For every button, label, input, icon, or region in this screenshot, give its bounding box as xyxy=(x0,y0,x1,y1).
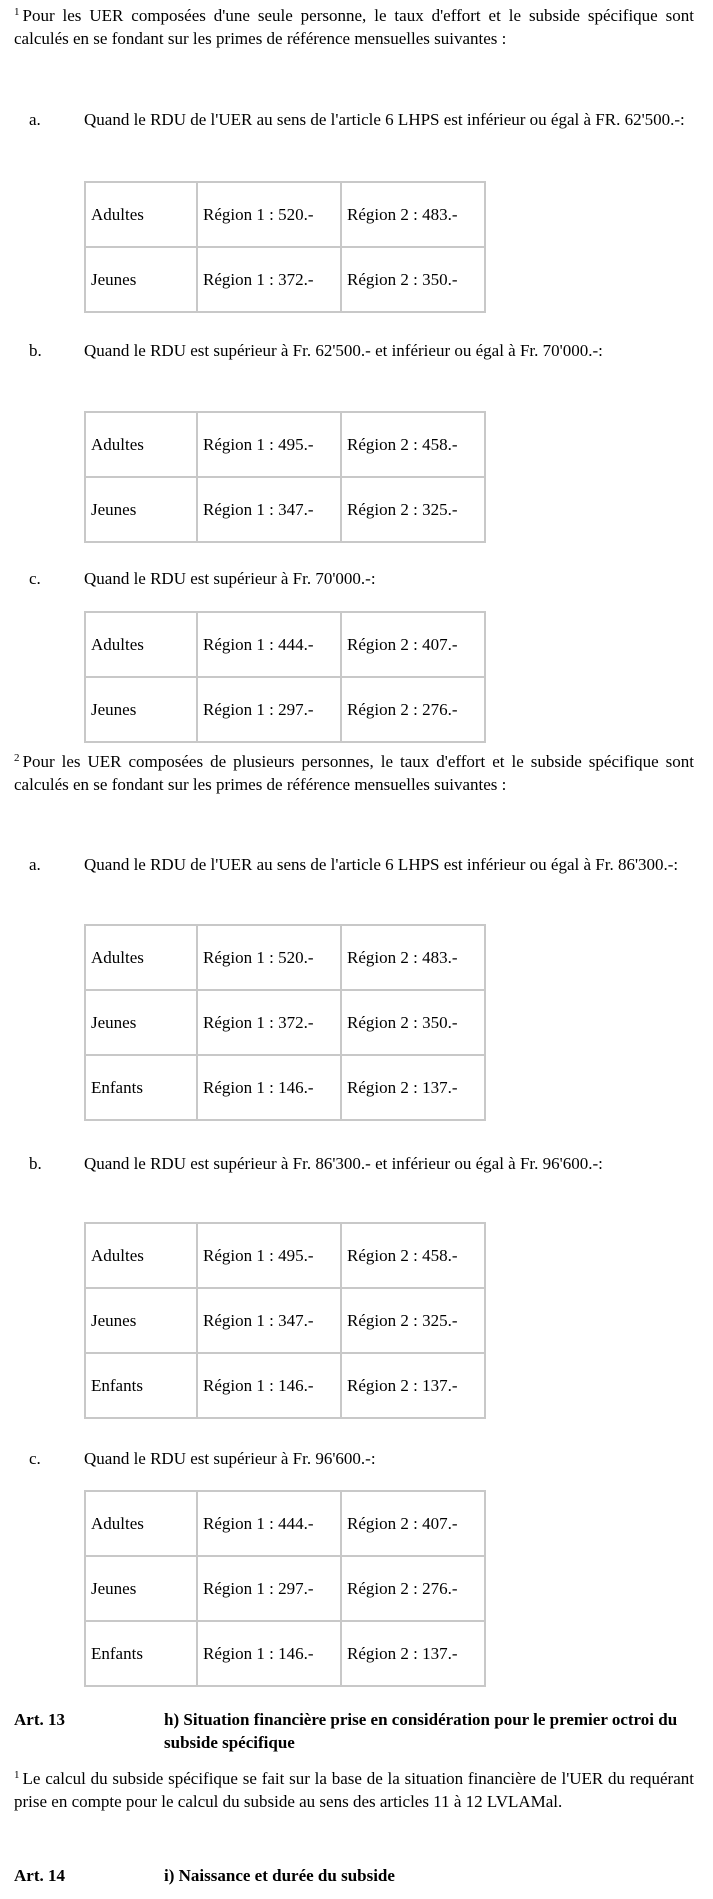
table-row xyxy=(85,990,485,1055)
paragraph-1 xyxy=(14,4,694,50)
table-cell: Région 2 : 276.- xyxy=(341,1556,485,1621)
premium-table xyxy=(84,1222,486,1419)
table-cell: Région 2 : 407.- xyxy=(341,1491,485,1556)
table-cell: Enfants xyxy=(85,1621,197,1686)
table-cell: Jeunes xyxy=(85,247,197,312)
item-letter: b. xyxy=(29,1154,42,1173)
table-cell: Enfants xyxy=(85,1353,197,1418)
table-cell: Région 1 : 297.- xyxy=(197,1556,341,1621)
table-cell: Région 1 : 297.- xyxy=(197,677,341,742)
table-cell: Région 2 : 407.- xyxy=(341,612,485,677)
table-cell: Région 2 : 458.- xyxy=(341,1223,485,1288)
table-row xyxy=(85,1621,485,1686)
table-cell: Adultes xyxy=(85,412,197,477)
table-row xyxy=(85,247,485,312)
table-cell: Région 1 : 146.- xyxy=(197,1621,341,1686)
table-cell: Région 2 : 325.- xyxy=(341,477,485,542)
table-row xyxy=(85,1223,485,1288)
premium-table xyxy=(84,924,486,1121)
footnote-number: 1 xyxy=(14,1769,20,1781)
item-text: Quand le RDU est supérieur à Fr. 86'300.- et inférieur ou égal à Fr. 96'600.-: xyxy=(84,1154,603,1173)
table-cell: Adultes xyxy=(85,182,197,247)
paragraph-text: Pour les UER composées de plusieurs personnes, le taux d'effort et le subside spécifique sont calculés en se fondant sur les primes de référence mensuelles suivantes : xyxy=(14,752,694,794)
table-row xyxy=(85,1055,485,1120)
table-cell: Région 1 : 520.- xyxy=(197,182,341,247)
premium-table xyxy=(84,611,486,743)
article-number: Art. 13 xyxy=(14,1710,65,1729)
table-cell: Région 1 : 495.- xyxy=(197,1223,341,1288)
item-text: Quand le RDU est supérieur à Fr. 96'600.-: xyxy=(84,1449,376,1468)
table-cell: Région 2 : 276.- xyxy=(341,677,485,742)
table-cell: Adultes xyxy=(85,925,197,990)
table-cell: Région 1 : 372.- xyxy=(197,990,341,1055)
table-cell: Région 2 : 458.- xyxy=(341,412,485,477)
table-cell: Région 2 : 137.- xyxy=(341,1055,485,1120)
table-cell: Enfants xyxy=(85,1055,197,1120)
table-row xyxy=(85,412,485,477)
footnote-number: 1 xyxy=(14,6,20,18)
table-cell: Région 2 : 483.- xyxy=(341,182,485,247)
table-cell: Jeunes xyxy=(85,677,197,742)
table-cell: Région 1 : 520.- xyxy=(197,925,341,990)
item-text: Quand le RDU de l'UER au sens de l'article 6 LHPS est inférieur ou égal à FR. 62'500.-: xyxy=(84,110,685,129)
paragraph-2 xyxy=(14,750,694,796)
table-row xyxy=(85,1353,485,1418)
article-number: Art. 14 xyxy=(14,1866,65,1885)
article-title: h) Situation financière prise en considération pour le premier octroi du subside spécifique xyxy=(164,1710,678,1752)
item-letter: b. xyxy=(29,341,42,360)
item-letter: c. xyxy=(29,1449,41,1468)
table-cell: Région 1 : 372.- xyxy=(197,247,341,312)
item-text: Quand le RDU est supérieur à Fr. 62'500.- et inférieur ou égal à Fr. 70'000.-: xyxy=(84,341,603,360)
table-cell: Adultes xyxy=(85,1491,197,1556)
item-text: Quand le RDU de l'UER au sens de l'article 6 LHPS est inférieur ou égal à Fr. 86'300.-: xyxy=(84,855,679,874)
table-cell: Région 1 : 347.- xyxy=(197,1288,341,1353)
table-cell: Région 2 : 483.- xyxy=(341,925,485,990)
table-cell: Région 1 : 495.- xyxy=(197,412,341,477)
item-letter: c. xyxy=(29,569,41,588)
table-cell: Jeunes xyxy=(85,1288,197,1353)
table-cell: Adultes xyxy=(85,612,197,677)
table-row xyxy=(85,1556,485,1621)
table-row xyxy=(85,925,485,990)
table-row xyxy=(85,477,485,542)
table-cell: Région 1 : 347.- xyxy=(197,477,341,542)
table-row xyxy=(85,677,485,742)
table-cell: Région 2 : 350.- xyxy=(341,247,485,312)
premium-table xyxy=(84,1490,486,1687)
table-cell: Région 1 : 146.- xyxy=(197,1353,341,1418)
table-cell: Jeunes xyxy=(85,477,197,542)
table-cell: Région 2 : 325.- xyxy=(341,1288,485,1353)
paragraph-art13 xyxy=(14,1767,694,1813)
premium-table xyxy=(84,411,486,543)
table-cell: Région 1 : 444.- xyxy=(197,1491,341,1556)
item-text: Quand le RDU est supérieur à Fr. 70'000.-: xyxy=(84,569,376,588)
table-cell: Région 1 : 146.- xyxy=(197,1055,341,1120)
paragraph-text: Le calcul du subside spécifique se fait sur la base de la situation financière de l'UER du requérant prise en compte pour le calcul du subside au sens des articles 11 à 12 LVLAMal. xyxy=(14,1769,694,1811)
article-title: i) Naissance et durée du subside xyxy=(164,1866,395,1885)
table-row xyxy=(85,1491,485,1556)
table-cell: Adultes xyxy=(85,1223,197,1288)
table-row xyxy=(85,1288,485,1353)
premium-table xyxy=(84,181,486,313)
item-letter: a. xyxy=(29,855,41,874)
table-cell: Région 2 : 137.- xyxy=(341,1353,485,1418)
table-row xyxy=(85,612,485,677)
table-cell: Jeunes xyxy=(85,990,197,1055)
footnote-number: 2 xyxy=(14,752,20,764)
table-cell: Jeunes xyxy=(85,1556,197,1621)
table-cell: Région 1 : 444.- xyxy=(197,612,341,677)
paragraph-text: Pour les UER composées d'une seule personne, le taux d'effort et le subside spécifique sont calculés en se fondant sur les primes de référence mensuelles suivantes : xyxy=(14,6,694,48)
table-cell: Région 2 : 137.- xyxy=(341,1621,485,1686)
table-cell: Région 2 : 350.- xyxy=(341,990,485,1055)
item-letter: a. xyxy=(29,110,41,129)
table-row xyxy=(85,182,485,247)
